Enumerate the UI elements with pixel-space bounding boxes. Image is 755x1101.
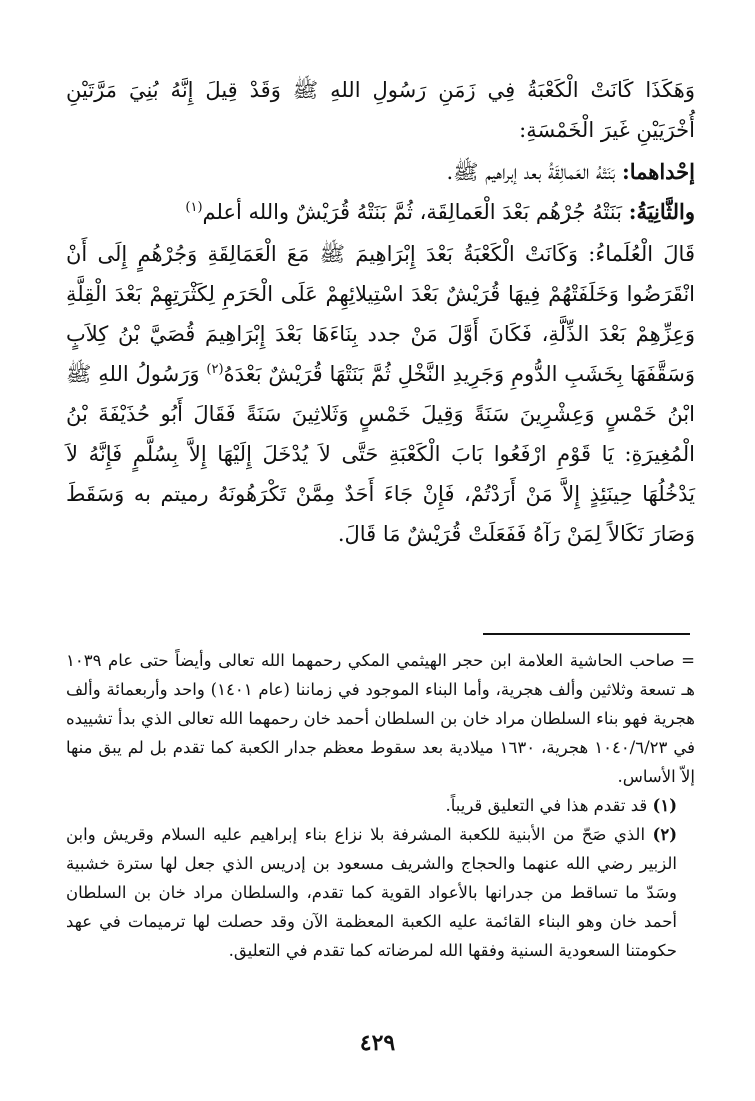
- footnote-ref-2: (٢): [206, 362, 224, 377]
- item-label-second: والثَّانِيَةُ:: [628, 199, 695, 224]
- page-number: ٤٢٩: [359, 1030, 396, 1056]
- footnote-2: [66, 820, 695, 965]
- footnote-ref-1: (١): [185, 200, 203, 215]
- footnote-1: [66, 791, 695, 820]
- paragraph-scholars-part-b: وَرَسُولُ اللهِ ﷺ ابْنُ خَمْسٍ وَعِشْرِينَ سَنَةً وَقِيلَ خَمْسٍ وَثَلاثِينَ سَنَةً فَقَالَ أَبُو حُذَيْفَةَ بْنُ الْمُغِيرَةِ: يَا قَوْمِ ارْفَعُوا بَابَ الْكَعْبَةِ حَتَّى لاَ يُدْخَلَ إِلَيْهَا إِلاَّ بِسُلَّمٍ فَإِنَّهُ لاَ يَدْخُلُهَا حِينَئِذٍ إِلاَّ مَنْ أَرَدْتُمْ، فَإِنْ جَاءَ أَحَدٌ مِمَّنْ تَكْرَهُونَهُ رميتم به وَسَقَطَ وَصَارَ نَكَالاً لِمَنْ رَآهُ فَفَعَلَتْ قُرَيْشٌ مَا قَالَ.: [66, 362, 695, 546]
- footnote-2-mark: (٢): [652, 825, 677, 844]
- footnote-1-text: قد تقدم هذا في التعليق قريباً.: [445, 796, 648, 815]
- paragraph-scholars-part-a: قَالَ الْعُلَماءُ: وَكَانَتْ الْكَعْبَةُ بَعْدَ إِبْرَاهِيمَ ﷺ مَعَ الْعَمَالِقَةِ وَجُرْهُمٍ إِلَى أَنْ انْقَرَضُوا وَخَلَفَتْهُمْ فِيهَا قُرَيْشٌ بَعْدَ اسْتِيلائِهِمْ عَلَى الْحَرَمِ لِكَثْرَتِهِمْ بَعْدَ الْقِلَّةِ وَعِزِّهِمْ بَعْدَ الذِّلَّةِ، فَكَانَ أَوَّلَ مَنْ جدد بِنَاءَهَا بَعْدَ إِبْرَاهِيمَ قُصَيَّ بْنُ كِلاَبٍ وَسَقَّفَهَا بِخَشَبِ الدُّومِ وَجَرِيدِ النَّخْلِ ثُمَّ بَنَتْهَا قُرَيْشٌ بَعْدَهُ: [66, 242, 695, 386]
- paragraph-intro: وَهَكَذَا كَانَتْ الْكَعْبَةُ فِي زَمَنِ رَسُولِ اللهِ ﷺ وَقَدْ قِيلَ إِنَّهُ بُنِيَ مَرَّتَيْنِ أُخْرَيَيْنِ غَيرَ الْخَمْسَةِ:: [66, 78, 695, 142]
- footnote-separator: [483, 633, 690, 635]
- list-item-second: [66, 192, 695, 232]
- item-text-second: بَنَتْهُ جُرْهُم بَعْدَ الْعَمالِقَة، ثُمَّ بَنَتْهُ قُرَيْشٌ والله أعلم: [202, 200, 622, 224]
- item-label-first: إحْداهما:: [621, 159, 695, 184]
- item-text-first: بَنَتْهُ العَمالِقَةُ بعد إبراهيم ﷺ.: [446, 160, 616, 184]
- footnote-2-text: الذي صَحّ من الأبنية للكعبة المشرفة بلا نزاع بناء إبراهيم عليه السلام وقريش وابن الزبير رضي الله عنهما والحجاج والشريف مسعود بن إدريس الذي جعل لها سترة خشبية وسَدّ ما تساقط من جدرانها بالأعواد القوية كما تقدم، والسلطان مراد خان بن السلطان أحمد خان وهو البناء القائمة عليه الكعبة المعظمة الآن وقد حصلت لها ترميمات في عهد حكومتنا السعودية السنية وفقها الله لمرضاته كما تقدم في التعليق.: [66, 825, 677, 960]
- footnote-1-mark: (١): [652, 796, 677, 815]
- main-text: [66, 70, 695, 554]
- footnote-continuation: = صاحب الحاشية العلامة ابن حجر الهيثمي المكي رحمهما الله تعالى وأيضاً حتى عام ١٠٣٩ هـ تسعة وثلاثين وألف هجرية، وأما البناء الموجود في زماننا (عام ١٤٠١) واحد وأربعمائة وألف هجرية فهو بناء السلطان مراد خان بن السلطان أحمد خان رحمهما الله تعالى الذي بدأ تشييده في ١٠٤٠/٦/٢٣ هجرية، ١٦٣٠ ميلادية بعد سقوط معظم جدار الكعبة كما تقدم بل لم يبق منها إلاّ الأساس.: [66, 651, 695, 786]
- footnotes: [66, 646, 695, 965]
- list-item-first: [66, 152, 695, 192]
- paragraph-scholars: [66, 234, 695, 554]
